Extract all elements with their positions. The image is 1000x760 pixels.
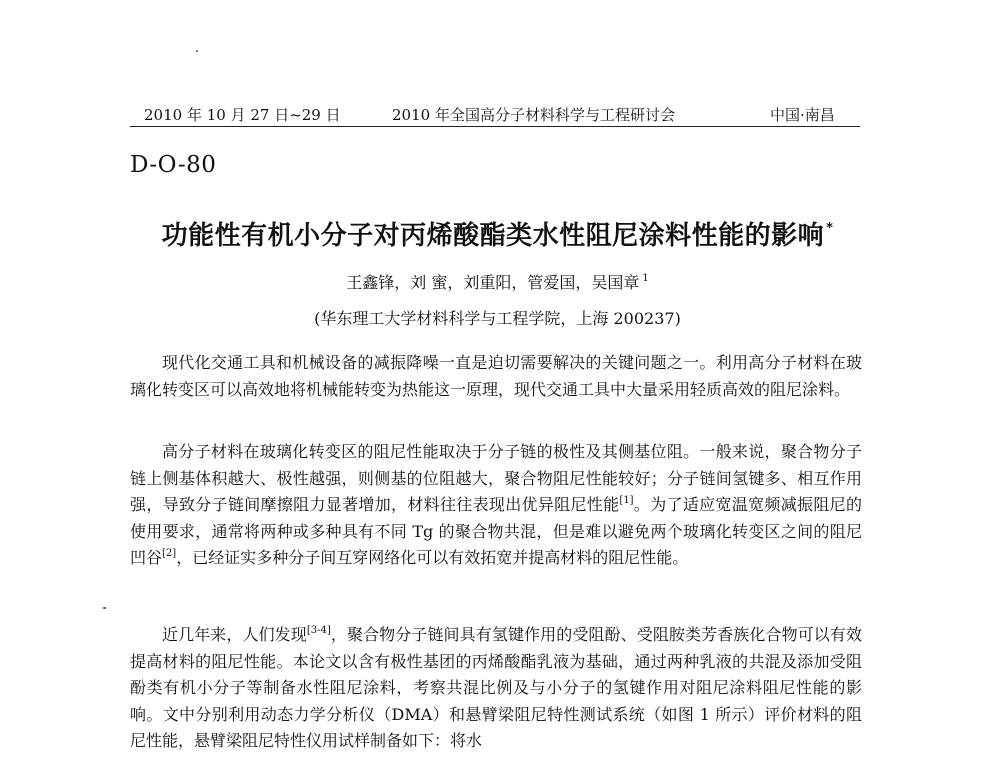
header-location: 中国·南昌: [770, 106, 835, 124]
author-list: [130, 270, 865, 293]
citation-ref: [1]: [619, 495, 634, 506]
document-id: D-O-80: [130, 152, 217, 178]
scan-speck: [196, 50, 198, 52]
paper-title: [130, 215, 865, 252]
running-header: [130, 102, 860, 127]
author-names: 王鑫锋，刘 蜜，刘重阳，管爱国，吴国章: [346, 273, 640, 292]
citation-ref: [2]: [162, 548, 177, 559]
paragraph-text: ，聚合物分子链间具有氢键作用的受阻酚、受阻胺类芳香族化合物可以有效提高材料的阻尼性能。本论文以含有极性基团的丙烯酸酯乳液为基础，通过两种乳液的共混及添加受阻酚类有机小分子等制备水性阻尼涂料，考察共混比例及与小分子的氢键作用对阻尼涂料阻尼性能的影响。文中分别利用动态力学分析仪（DMA）和悬臂梁阻尼特性测试系统（如图 1 所示）评价材料的阻尼性能，悬臂梁阻尼特性仪用试样制备如下：将水: [130, 625, 862, 750]
affiliation: (华东理工大学材料科学与工程学院，上海 200237): [314, 309, 681, 328]
paper-title-text: 功能性有机小分子对丙烯酸酯类水性阻尼涂料性能的影响: [161, 221, 825, 251]
title-footnote-mark: *: [826, 221, 834, 236]
paragraph-text: 。为了适应宽温宽频减振阻尼的使用要求，通常将两种或多种具有不同 Tg 的聚合物共混，但是难以避免两个玻璃化转变区之间的阻尼凹谷: [130, 495, 862, 567]
scan-speck: [103, 607, 106, 609]
header-conference: 2010 年全国高分子材料科学与工程研讨会: [392, 106, 675, 124]
citation-ref: [3-4]: [306, 625, 331, 636]
header-date: 2010 年 10 月 27 日~29 日: [144, 106, 341, 124]
body-paragraph-3: [130, 622, 862, 755]
body-paragraph-2: [130, 439, 862, 572]
author-affiliation-mark: 1: [642, 273, 649, 284]
paragraph-text: 近几年来，人们发现: [162, 625, 307, 644]
body-paragraph-1: 现代化交通工具和机械设备的减振降噪一直是迫切需要解决的关键问题之一。利用高分子材料在玻璃化转变区可以高效地将机械能转变为热能这一原理，现代交通工具中大量采用轻质高效的阻尼涂料。: [130, 353, 862, 399]
paragraph-text: ，已经证实多种分子间互穿网络化可以有效拓宽并提高材料的阻尼性能。: [176, 548, 689, 567]
paragraph-text: 高分子材料在玻璃化转变区的阻尼性能取决于分子链的极性及其侧基位阻。一般来说，聚合物分子链上侧基体积越大、极性越强，则侧基的位阻越大，聚合物阻尼性能较好；分子链间氢键多、相互作用强，导致分子链间摩擦阻力显著增加，材料往往表现出优异阻尼性能: [130, 442, 862, 514]
